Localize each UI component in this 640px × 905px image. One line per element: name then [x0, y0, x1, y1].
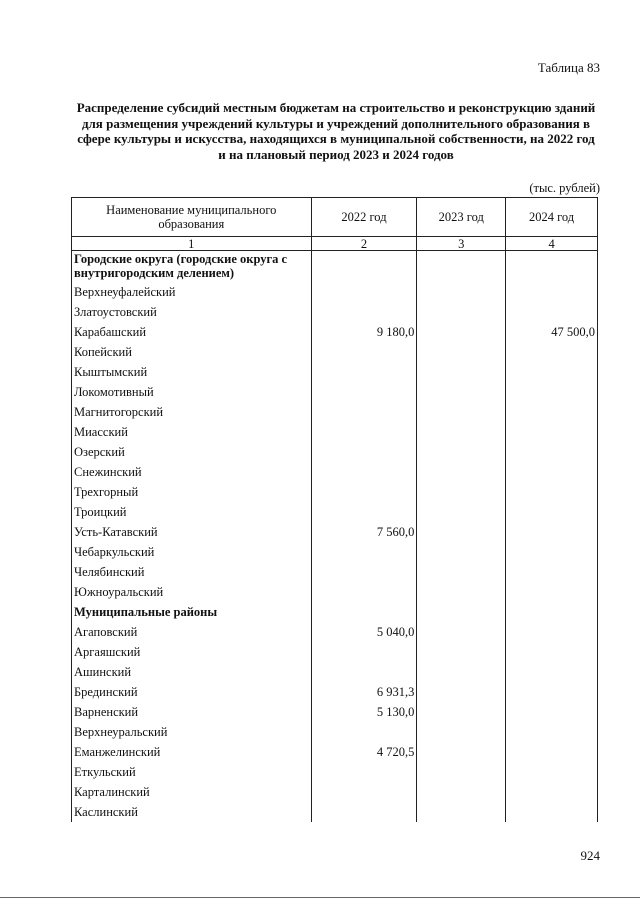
municipality-name-cell: Кыштымский — [72, 362, 312, 382]
value-2024-cell — [506, 362, 598, 382]
value-2022-cell — [311, 722, 417, 742]
value-2022-cell — [311, 562, 417, 582]
table-row — [72, 302, 598, 322]
table-row — [72, 362, 598, 382]
units-label: (тыс. рублей) — [529, 181, 600, 195]
municipality-name-cell: Троицкий — [72, 502, 312, 522]
municipality-name-cell: Верхнеуральский — [72, 722, 312, 742]
value-2023-cell — [417, 422, 506, 442]
column-header-2022: 2022 год — [311, 198, 417, 237]
value-2022-cell: 5 130,0 — [311, 702, 417, 722]
value-2022-cell — [311, 502, 417, 522]
table-row — [72, 282, 598, 302]
municipality-name-cell: Аргаяшский — [72, 642, 312, 662]
value-2024-cell — [506, 622, 598, 642]
column-number-row — [72, 237, 598, 251]
document-title: Распределение субсидий местным бюджетам на строительство и реконструкцию зданий для размещения учреждений культуры и учреждений дополнительного образования в сфере культуры и искусства, находящихся в муниципальной собственности, на 2022 год и на плановый период 2023 и 2024 годов — [76, 100, 596, 162]
value-2023-cell — [417, 802, 506, 822]
value-2023-cell — [417, 622, 506, 642]
municipality-name-cell: Городские округа (городские округа с внутригородским делением) — [72, 251, 312, 283]
value-2023-cell — [417, 362, 506, 382]
table-row — [72, 802, 598, 822]
value-2024-cell — [506, 402, 598, 422]
value-2024-cell — [506, 382, 598, 402]
column-header-2024: 2024 год — [506, 198, 598, 237]
value-2023-cell — [417, 662, 506, 682]
municipality-name-cell: Усть-Катавский — [72, 522, 312, 542]
value-2023-cell — [417, 462, 506, 482]
value-2024-cell — [506, 502, 598, 522]
municipality-name-cell: Каслинский — [72, 802, 312, 822]
table-row — [72, 542, 598, 562]
value-2023-cell — [417, 782, 506, 802]
value-2024-cell — [506, 802, 598, 822]
table-row — [72, 462, 598, 482]
value-2023-cell — [417, 522, 506, 542]
table-row — [72, 322, 598, 342]
value-2024-cell — [506, 542, 598, 562]
municipality-name-cell: Варненский — [72, 702, 312, 722]
table-group-row — [72, 251, 598, 283]
value-2022-cell — [311, 422, 417, 442]
value-2023-cell — [417, 502, 506, 522]
municipality-name-cell: Копейский — [72, 342, 312, 362]
municipality-name-cell: Миасский — [72, 422, 312, 442]
value-2022-cell: 9 180,0 — [311, 322, 417, 342]
municipality-name-cell: Агаповский — [72, 622, 312, 642]
value-2024-cell — [506, 342, 598, 362]
municipality-name-cell: Верхнеуфалейский — [72, 282, 312, 302]
value-2023-cell — [417, 722, 506, 742]
value-2024-cell — [506, 602, 598, 622]
table-row — [72, 662, 598, 682]
value-2022-cell: 7 560,0 — [311, 522, 417, 542]
table-row — [72, 742, 598, 762]
value-2023-cell — [417, 482, 506, 502]
municipality-name-cell: Златоустовский — [72, 302, 312, 322]
value-2024-cell — [506, 282, 598, 302]
value-2022-cell — [311, 482, 417, 502]
value-2022-cell — [311, 362, 417, 382]
value-2022-cell — [311, 402, 417, 422]
value-2023-cell — [417, 762, 506, 782]
column-header-2023: 2023 год — [417, 198, 506, 237]
value-2023-cell — [417, 582, 506, 602]
value-2022-cell — [311, 442, 417, 462]
value-2022-cell — [311, 382, 417, 402]
table-row — [72, 562, 598, 582]
municipality-name-cell: Чебаркульский — [72, 542, 312, 562]
value-2022-cell — [311, 282, 417, 302]
table-number: Таблица 83 — [537, 60, 600, 75]
value-2023-cell — [417, 322, 506, 342]
table-row — [72, 422, 598, 442]
value-2022-cell — [311, 782, 417, 802]
municipality-name-cell: Локомотивный — [72, 382, 312, 402]
municipality-name-cell: Карабашский — [72, 322, 312, 342]
municipality-name-cell: Брединский — [72, 682, 312, 702]
value-2023-cell — [417, 702, 506, 722]
value-2022-cell — [311, 802, 417, 822]
table-row — [72, 442, 598, 462]
value-2024-cell — [506, 422, 598, 442]
value-2024-cell — [506, 562, 598, 582]
bottom-rule — [0, 897, 640, 898]
table-row — [72, 482, 598, 502]
value-2024-cell — [506, 302, 598, 322]
value-2022-cell — [311, 762, 417, 782]
value-2023-cell — [417, 542, 506, 562]
value-2024-cell — [506, 722, 598, 742]
column-number: 4 — [506, 237, 598, 251]
column-header-name: Наименование муниципального образования — [72, 198, 312, 237]
value-2024-cell — [506, 662, 598, 682]
value-2022-cell — [311, 602, 417, 622]
value-2022-cell — [311, 662, 417, 682]
municipality-name-cell: Муниципальные районы — [72, 602, 312, 622]
page-number: 924 — [580, 848, 600, 863]
table-body — [72, 251, 598, 823]
value-2024-cell — [506, 782, 598, 802]
municipality-name-cell: Южноуральский — [72, 582, 312, 602]
value-2022-cell — [311, 251, 417, 283]
value-2022-cell: 4 720,5 — [311, 742, 417, 762]
value-2023-cell — [417, 602, 506, 622]
table-row — [72, 502, 598, 522]
header-row — [72, 198, 598, 237]
column-number: 2 — [311, 237, 417, 251]
value-2023-cell — [417, 342, 506, 362]
table-row — [72, 722, 598, 742]
value-2024-cell — [506, 251, 598, 283]
value-2024-cell — [506, 442, 598, 462]
table-row — [72, 762, 598, 782]
value-2024-cell — [506, 522, 598, 542]
value-2023-cell — [417, 382, 506, 402]
column-number: 1 — [72, 237, 312, 251]
table-row — [72, 342, 598, 362]
municipality-name-cell: Снежинский — [72, 462, 312, 482]
subsidy-table — [71, 197, 598, 822]
value-2022-cell: 6 931,3 — [311, 682, 417, 702]
value-2022-cell — [311, 642, 417, 662]
value-2022-cell — [311, 542, 417, 562]
table-group-row — [72, 602, 598, 622]
municipality-name-cell: Еманжелинский — [72, 742, 312, 762]
value-2024-cell — [506, 762, 598, 782]
municipality-name-cell: Магнитогорский — [72, 402, 312, 422]
table-row — [72, 582, 598, 602]
value-2023-cell — [417, 442, 506, 462]
value-2024-cell — [506, 742, 598, 762]
value-2022-cell: 5 040,0 — [311, 622, 417, 642]
table-row — [72, 682, 598, 702]
value-2024-cell — [506, 702, 598, 722]
table-row — [72, 522, 598, 542]
table-row — [72, 402, 598, 422]
value-2024-cell — [506, 642, 598, 662]
value-2023-cell — [417, 642, 506, 662]
value-2024-cell — [506, 582, 598, 602]
value-2023-cell — [417, 742, 506, 762]
value-2022-cell — [311, 462, 417, 482]
value-2022-cell — [311, 582, 417, 602]
municipality-name-cell: Еткульский — [72, 762, 312, 782]
value-2022-cell — [311, 302, 417, 322]
value-2023-cell — [417, 251, 506, 283]
table-row — [72, 622, 598, 642]
municipality-name-cell: Карталинский — [72, 782, 312, 802]
column-number: 3 — [417, 237, 506, 251]
value-2023-cell — [417, 402, 506, 422]
value-2024-cell: 47 500,0 — [506, 322, 598, 342]
table-row — [72, 382, 598, 402]
value-2023-cell — [417, 682, 506, 702]
value-2023-cell — [417, 562, 506, 582]
municipality-name-cell: Озерский — [72, 442, 312, 462]
value-2024-cell — [506, 682, 598, 702]
table-row — [72, 782, 598, 802]
table-row — [72, 702, 598, 722]
value-2023-cell — [417, 302, 506, 322]
municipality-name-cell: Ашинский — [72, 662, 312, 682]
value-2022-cell — [311, 342, 417, 362]
value-2024-cell — [506, 462, 598, 482]
municipality-name-cell: Трехгорный — [72, 482, 312, 502]
value-2023-cell — [417, 282, 506, 302]
value-2024-cell — [506, 482, 598, 502]
table-row — [72, 642, 598, 662]
municipality-name-cell: Челябинский — [72, 562, 312, 582]
